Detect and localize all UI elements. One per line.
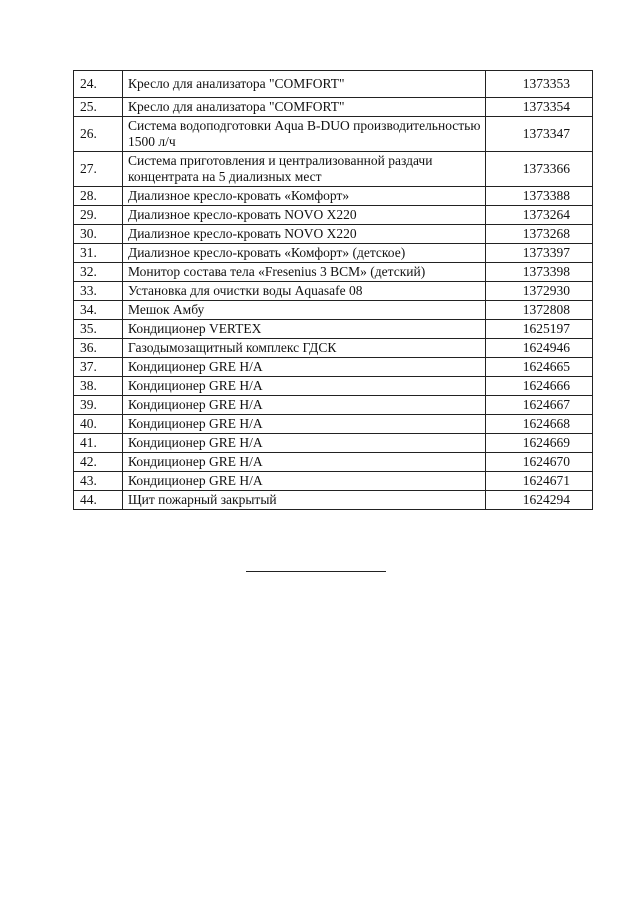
table-row — [74, 187, 593, 206]
inventory-code: 1624665 — [486, 358, 593, 377]
item-name: Кресло для анализатора "COMFORT" — [123, 71, 486, 98]
row-number: 28. — [74, 187, 123, 206]
row-number: 31. — [74, 244, 123, 263]
item-name: Кондиционер GRE H/A — [123, 358, 486, 377]
item-name: Система приготовления и централизованной раздачи концентрата на 5 диализных мест — [123, 152, 486, 187]
table-row — [74, 396, 593, 415]
table-row — [74, 71, 593, 98]
item-name: Щит пожарный закрытый — [123, 491, 486, 510]
row-number: 42. — [74, 453, 123, 472]
table-row — [74, 206, 593, 225]
table-row — [74, 377, 593, 396]
table-row — [74, 472, 593, 491]
inventory-code: 1373264 — [486, 206, 593, 225]
row-number: 33. — [74, 282, 123, 301]
item-name: Диализное кресло-кровать NOVO X220 — [123, 206, 486, 225]
inventory-code: 1624294 — [486, 491, 593, 510]
inventory-table — [73, 70, 593, 510]
inventory-code: 1372930 — [486, 282, 593, 301]
inventory-code: 1373268 — [486, 225, 593, 244]
row-number: 26. — [74, 117, 123, 152]
item-name: Кондиционер GRE H/A — [123, 396, 486, 415]
inventory-code: 1624667 — [486, 396, 593, 415]
item-name: Монитор состава тела «Fresenius 3 BCM» (детский) — [123, 263, 486, 282]
inventory-code: 1624669 — [486, 434, 593, 453]
row-number: 43. — [74, 472, 123, 491]
table-row — [74, 320, 593, 339]
row-number: 27. — [74, 152, 123, 187]
row-number: 29. — [74, 206, 123, 225]
item-name: Диализное кресло-кровать NOVO X220 — [123, 225, 486, 244]
table-row — [74, 453, 593, 472]
item-name: Кондиционер GRE H/A — [123, 472, 486, 491]
table-row — [74, 491, 593, 510]
row-number: 25. — [74, 98, 123, 117]
inventory-code: 1373353 — [486, 71, 593, 98]
inventory-code: 1625197 — [486, 320, 593, 339]
item-name: Кондиционер GRE H/A — [123, 377, 486, 396]
row-number: 41. — [74, 434, 123, 453]
item-name: Диализное кресло-кровать «Комфорт» — [123, 187, 486, 206]
row-number: 44. — [74, 491, 123, 510]
inventory-code: 1624671 — [486, 472, 593, 491]
table-row — [74, 117, 593, 152]
row-number: 40. — [74, 415, 123, 434]
item-name: Диализное кресло-кровать «Комфорт» (детское) — [123, 244, 486, 263]
item-name: Газодымозащитный комплекс ГДСК — [123, 339, 486, 358]
row-number: 39. — [74, 396, 123, 415]
row-number: 24. — [74, 71, 123, 98]
inventory-code: 1373398 — [486, 263, 593, 282]
row-number: 32. — [74, 263, 123, 282]
item-name: Кондиционер GRE H/A — [123, 453, 486, 472]
row-number: 37. — [74, 358, 123, 377]
inventory-code: 1373397 — [486, 244, 593, 263]
table-row — [74, 263, 593, 282]
item-name: Кондиционер GRE H/A — [123, 415, 486, 434]
item-name: Кондиционер VERTEX — [123, 320, 486, 339]
table-row — [74, 152, 593, 187]
inventory-code: 1624666 — [486, 377, 593, 396]
row-number: 36. — [74, 339, 123, 358]
inventory-code: 1373354 — [486, 98, 593, 117]
table-row — [74, 244, 593, 263]
item-name: Кондиционер GRE H/A — [123, 434, 486, 453]
inventory-code: 1373366 — [486, 152, 593, 187]
item-name: Система водоподготовки Aqua B-DUO производительностью 1500 л/ч — [123, 117, 486, 152]
inventory-code: 1624946 — [486, 339, 593, 358]
row-number: 35. — [74, 320, 123, 339]
table-row — [74, 434, 593, 453]
item-name: Мешок Амбу — [123, 301, 486, 320]
table-row — [74, 301, 593, 320]
item-name: Кресло для анализатора "COMFORT" — [123, 98, 486, 117]
table-row — [74, 415, 593, 434]
inventory-code: 1624668 — [486, 415, 593, 434]
inventory-code: 1373347 — [486, 117, 593, 152]
table-row — [74, 225, 593, 244]
inventory-code: 1373388 — [486, 187, 593, 206]
end-divider-line — [246, 571, 386, 572]
row-number: 34. — [74, 301, 123, 320]
row-number: 38. — [74, 377, 123, 396]
item-name: Установка для очистки воды Aquasafe 08 — [123, 282, 486, 301]
table-row — [74, 282, 593, 301]
inventory-code: 1372808 — [486, 301, 593, 320]
table-row — [74, 358, 593, 377]
row-number: 30. — [74, 225, 123, 244]
table-row — [74, 98, 593, 117]
inventory-code: 1624670 — [486, 453, 593, 472]
table-row — [74, 339, 593, 358]
